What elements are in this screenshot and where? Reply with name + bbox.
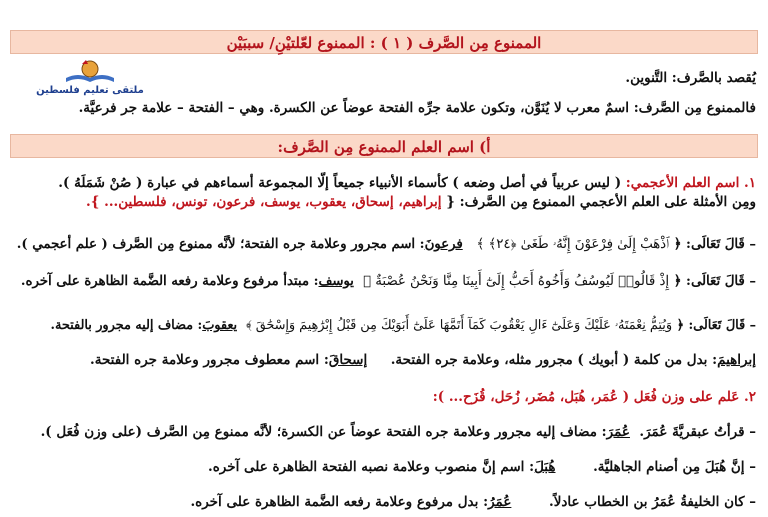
section-a-title: أ) اسم العلم الممنوع مِن الصَّرف: [277, 138, 491, 156]
quran-example-1: – قَالَ تَعَالَى: ﴿ ٱذْهَبْ إِلَىٰ فِرْعَوْنَ إِنَّهُۥ طَغَىٰ ﴿٢٤﴾ ﴾ فرعونَ: اسم مجرور وعلامة جره الفتحة؛ لأنَّه ممنوع مِن الصَّرف ( علم أعجمي ). [16, 237, 756, 252]
word-yusuf: يوسف [318, 274, 354, 289]
page-title-bar [10, 30, 758, 54]
word-firawn: فرعونَ [424, 237, 463, 252]
verse-3: وَيُتِمُّ نِعْمَتَهُۥ عَلَيْكَ وَعَلَىٰٓ ءَالِ يَعْقُوبَ كَمَآ أَتَمَّهَا عَلَىٰٓ أَبَوَيْكَ مِن قَبْلُ إِبْرَٰهِيمَ وَإِسْحَٰقَ ﴾ [245, 318, 673, 333]
item1-example-list: إبراهيم، إسحاق، يعقوب، يوسف، فرعون، تونس، فلسطين... }. [86, 194, 442, 210]
item2-label: ٢. عَلم على وزن فُعَل [633, 389, 756, 405]
word-ibrahim: إبراهيمَ [717, 352, 756, 368]
sentence-2: – إنَّ هُبَلَ مِن أصنام الجاهليَّة. هُبَلَ: اسم إنَّ منصوب وعلامة نصبه الفتحة الظاهرة على آخره. [208, 459, 756, 475]
sentence-3: – كان الخليفةُ عُمَرُ بن الخطاب عادلاً. عُمَرُ: بدل مرفوع وعلامة رفعه الضَّمة الظاهرة على آخره. [190, 494, 756, 510]
section-a-bar [10, 134, 758, 158]
item2-list: ( عُمَر، هُبَل، مُضَر، زُحَل، قُزَح... ): [432, 389, 634, 405]
word-umar-1: عُمَرَ [606, 424, 630, 440]
word-yaqub: يعقوبَ [202, 318, 238, 333]
item2-heading [10, 387, 756, 407]
quran-example-3-detail: إبراهيمَ: بدل من كلمة ( أبويك ) مجرور مثله، وعلامة جره الفتحة. إسحاقَ: اسم معطوف مجرور وعلامة جره الفتحة. [90, 352, 756, 368]
quran-example-3: – قَالَ تَعَالَى: ﴿ وَيُتِمُّ نِعْمَتَهُۥ عَلَيْكَ وَعَلَىٰٓ ءَالِ يَعْقُوبَ كَمَآ أَتَمَّهَا عَلَىٰٓ أَبَوَيْكَ مِن قَبْلُ إِبْرَٰهِيمَ وَإِسْحَٰقَ ﴾ يعقوبَ: مضاف إليه مجرور بالفتحة. [50, 318, 756, 333]
page-title: الممنوع مِن الصَّرف ( ١ ) : الممنوع لعّلتيْنِ/ سببَيْن [226, 34, 542, 52]
word-ishaq: إسحاقَ [328, 352, 368, 368]
intro-line-1: يُقصد بالصَّرف: التَّنوين. [625, 70, 756, 86]
item1-definition: ١. اسم العلم الأعجمي: ( ليس عربياً في أصل وضعه ) كأسماء الأنبياء جميعاً إلّا المجموعة أسماءهم في عبارة ( صُنْ شَمَلَهُ ). [58, 175, 756, 191]
verse-2: إِذْ قَالُوا۟ لَيُوسُفُ وَأَخُوهُ أَحَبُّ إِلَىٰٓ أَبِينَا مِنَّا وَنَحْنُ عُصْبَةٌ ﴾ [363, 274, 670, 289]
quran-example-2: – قَالَ تَعَالَى: ﴿ إِذْ قَالُوا۟ لَيُوسُفُ وَأَخُوهُ أَحَبُّ إِلَىٰٓ أَبِينَا مِنَّا وَنَحْنُ عُصْبَةٌ ﴾ يوسف: مبتدأ مرفوع وعلامة رفعه الضَّمة الظاهرة على آخره. [20, 274, 756, 289]
word-umar-2: عُمَرُ [488, 494, 512, 510]
logo-text: ملتقى تعليم فلسطين [36, 85, 144, 96]
verse-1: ٱذْهَبْ إِلَىٰ فِرْعَوْنَ إِنَّهُۥ طَغَىٰ ﴿٢٤﴾ ﴾ [476, 237, 670, 252]
item1-examples: ومِن الأمثلة على العلم الأعجمي الممنوع مِن الصَّرف: { إبراهيم، إسحاق، يعقوب، يوسف، فرعون، تونس، فلسطين... }. [86, 194, 756, 210]
item1-label: ١. اسم العلم الأعجمي: [625, 175, 756, 191]
sentence-1: – قرأتُ عبقريَّةَ عُمَرَ. عُمَرَ: مضاف إليه مجرور وعلامة جره الفتحة عوضاً عن الكسرة؛ لأنَّه ممنوع مِن الصَّرف (على وزن فُعَل ). [40, 424, 756, 440]
word-hubal: هُبَلَ [534, 459, 556, 475]
intro-line-2: فالممنوع مِن الصَّرف: اسمٌ معرب لا يُنَوَّن، وتكون علامة جرِّه الفتحة عوضاً عن الكسرة. وهي – الفتحة – علامة جر فرعيَّة. [78, 100, 756, 116]
